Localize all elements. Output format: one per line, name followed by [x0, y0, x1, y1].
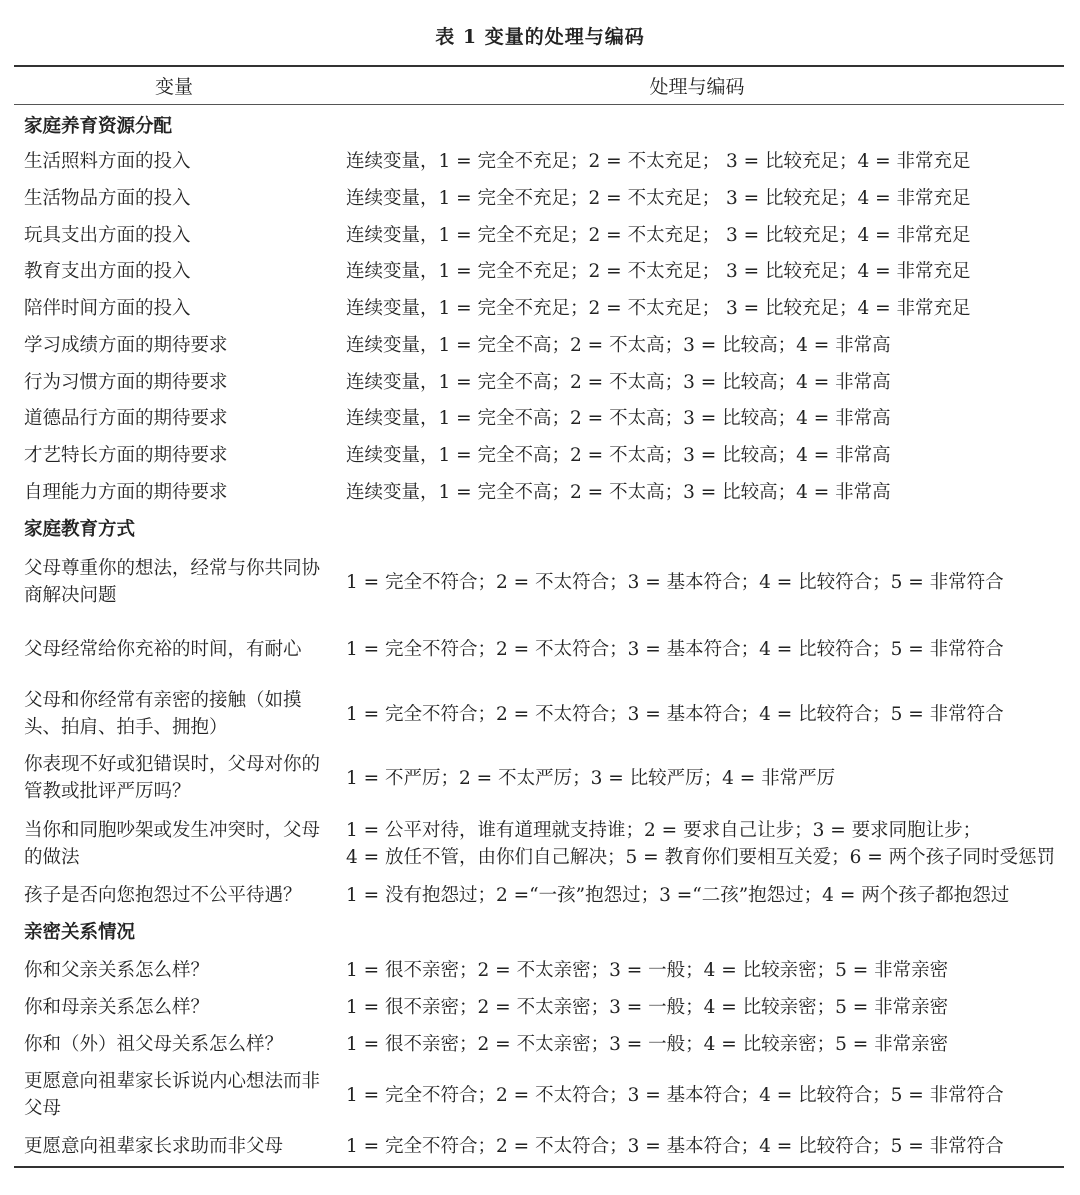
coding-cell: 1 = 完全不符合；2 = 不太符合；3 = 基本符合；4 = 比较符合；5 = 非常符合: [346, 571, 1004, 593]
table-row: [0, 327, 1080, 364]
variable-cell: 父母经常给你充裕的时间，有耐心: [24, 638, 302, 660]
variable-cell: 当你和同胞吵架或发生冲突时，父母的做法: [24, 820, 321, 868]
variable-cell: 玩具支出方面的投入: [24, 225, 191, 246]
table-row: [0, 437, 1080, 474]
coding-cell: [346, 812, 1070, 876]
coding-cell: 连续变量，1 = 完全不充足；2 = 不太充足； 3 = 比较充足；4 = 非常充足: [346, 261, 971, 282]
table-row: [0, 812, 1080, 876]
table-row: [0, 143, 1080, 180]
table-row: [0, 1127, 1080, 1165]
coding-cell: 连续变量，1 = 完全不充足；2 = 不太充足； 3 = 比较充足；4 = 非常充足: [346, 188, 971, 209]
coding-cell: 1 = 完全不符合；2 = 不太符合；3 = 基本符合；4 = 比较符合；5 = 非常符合: [346, 1084, 1004, 1106]
variable-cell: 你和母亲关系怎么样？: [24, 996, 210, 1018]
variable-cell: 你表现不好或犯错误时，父母对你的管教或批评严厉吗？: [24, 754, 321, 802]
coding-cell: 连续变量，1 = 完全不高；2 = 不太高；3 = 比较高；4 = 非常高: [346, 372, 891, 393]
variable-cell: 更愿意向祖辈家长诉说内心想法而非父母: [24, 1071, 321, 1119]
variable-cell: 生活物品方面的投入: [24, 188, 191, 209]
coding-cell: 1 = 不严厉；2 = 不太严厉；3 = 比较严厉；4 = 非常严厉: [346, 767, 836, 789]
table-row: [0, 1025, 1080, 1063]
coding-cell: 连续变量，1 = 完全不高；2 = 不太高；3 = 比较高；4 = 非常高: [346, 482, 891, 503]
table-row: [0, 180, 1080, 217]
coding-cell: 连续变量，1 = 完全不充足；2 = 不太充足； 3 = 比较充足；4 = 非常充足: [346, 225, 971, 246]
table-row: [0, 474, 1080, 511]
coding-line-2: 4 = 放任不管，由你们自己解决；5 = 教育你们要相互关爱；6 = 两个孩子同时受惩罚: [346, 847, 1056, 868]
variable-cell: 学习成绩方面的期待要求: [24, 335, 228, 356]
section-title: 家庭养育资源分配: [24, 115, 173, 137]
table-row: [0, 876, 1080, 914]
table-row: [0, 290, 1080, 327]
variable-cell: 教育支出方面的投入: [24, 261, 191, 282]
coding-cell: 连续变量，1 = 完全不充足；2 = 不太充足； 3 = 比较充足；4 = 非常充足: [346, 151, 971, 172]
header-rule: [14, 104, 1064, 105]
table-row: [0, 253, 1080, 290]
variable-cell: 陪伴时间方面的投入: [24, 298, 191, 319]
header-variable: 变量: [154, 76, 193, 98]
variable-cell: 自理能力方面的期待要求: [24, 482, 228, 503]
coding-cell: 连续变量，1 = 完全不高；2 = 不太高；3 = 比较高；4 = 非常高: [346, 335, 891, 356]
table-row: [0, 988, 1080, 1026]
variable-cell: 你和父亲关系怎么样？: [24, 959, 210, 981]
table-row: [0, 746, 1080, 810]
variable-cell: 父母和你经常有亲密的接触（如摸头、拍肩、拍手、拥抱）: [24, 690, 302, 738]
section-row: [0, 913, 1080, 951]
coding-cell: 1 = 完全不符合；2 = 不太符合；3 = 基本符合；4 = 比较符合；5 = 非常符合: [346, 638, 1004, 660]
table-row: [0, 550, 1080, 614]
bottom-rule: [14, 1166, 1064, 1168]
variable-cell: 孩子是否向您抱怨过不公平待遇？: [24, 884, 302, 906]
table-row: [0, 951, 1080, 989]
table-row: [0, 364, 1080, 401]
coding-cell: 1 = 很不亲密；2 = 不太亲密；3 = 一般；4 = 比较亲密；5 = 非常亲密: [346, 996, 949, 1018]
coding-cell: 1 = 很不亲密；2 = 不太亲密；3 = 一般；4 = 比较亲密；5 = 非常亲密: [346, 1033, 949, 1055]
variable-cell: 更愿意向祖辈家长求助而非父母: [24, 1135, 284, 1157]
coding-cell: 1 = 很不亲密；2 = 不太亲密；3 = 一般；4 = 比较亲密；5 = 非常亲密: [346, 959, 949, 981]
coding-cell: 连续变量，1 = 完全不高；2 = 不太高；3 = 比较高；4 = 非常高: [346, 408, 891, 429]
coding-line-1: 1 = 公平对待，谁有道理就支持谁；2 = 要求自己让步；3 = 要求同胞让步；: [346, 820, 982, 841]
header-coding: 处理与编码: [649, 76, 745, 98]
section-row: [0, 107, 1080, 145]
top-rule: [14, 65, 1064, 67]
table-row: [0, 217, 1080, 254]
variable-cell: 行为习惯方面的期待要求: [24, 372, 228, 393]
coding-cell: 连续变量，1 = 完全不充足；2 = 不太充足； 3 = 比较充足；4 = 非常充足: [346, 298, 971, 319]
variable-cell: 父母尊重你的想法，经常与你共同协商解决问题: [24, 558, 321, 606]
table-row: [0, 682, 1080, 746]
section-title: 家庭教育方式: [24, 518, 136, 540]
coding-cell: 连续变量，1 = 完全不高；2 = 不太高；3 = 比较高；4 = 非常高: [346, 445, 891, 466]
variable-cell: 道德品行方面的期待要求: [24, 408, 228, 429]
table-caption: 表 1 变量的处理与编码: [435, 26, 645, 48]
table-row: [0, 1063, 1080, 1127]
section-title: 亲密关系情况: [24, 921, 136, 943]
variable-cell: 你和（外）祖父母关系怎么样？: [24, 1033, 284, 1055]
table-row: [0, 400, 1080, 437]
coding-cell: 1 = 没有抱怨过；2 =“一孩”抱怨过；3 =“二孩”抱怨过；4 = 两个孩子都抱怨过: [346, 884, 1010, 906]
variable-cell: 才艺特长方面的期待要求: [24, 445, 228, 466]
section-row: [0, 510, 1080, 548]
coding-cell: 1 = 完全不符合；2 = 不太符合；3 = 基本符合；4 = 比较符合；5 = 非常符合: [346, 703, 1004, 725]
variable-cell: 生活照料方面的投入: [24, 151, 191, 172]
coding-cell: 1 = 完全不符合；2 = 不太符合；3 = 基本符合；4 = 比较符合；5 = 非常符合: [346, 1135, 1004, 1157]
table-row: [0, 630, 1080, 668]
